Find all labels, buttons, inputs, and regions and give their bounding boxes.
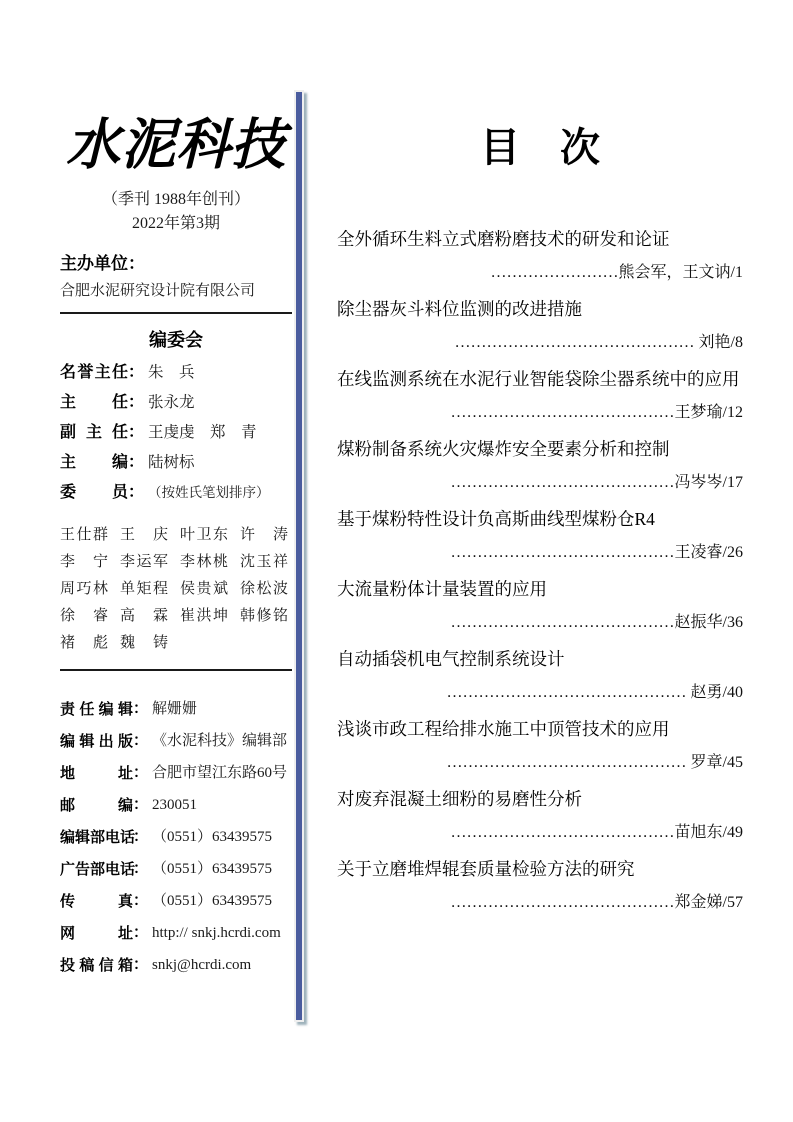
contact-label: 编辑出版	[60, 733, 133, 750]
contact-row	[60, 885, 292, 917]
role-colon: ：	[128, 454, 145, 471]
member-name: 李宁	[60, 554, 108, 570]
member-name: 王仕群	[60, 527, 108, 543]
article-entry	[337, 717, 743, 775]
contact-value: （0551）63439575	[152, 861, 273, 877]
article-author-line: ……………………………………苗旭东/49	[450, 824, 743, 841]
toc-title: 目 次	[480, 125, 600, 170]
divider-bar	[294, 90, 304, 1022]
role-value: 王虔虔 郑 青	[148, 424, 257, 441]
article-author-line: ……………………………………郑金娣/57	[450, 894, 743, 911]
member-name: 褚彪	[60, 635, 108, 651]
contact-value: 合肥市望江东路60号	[152, 765, 288, 781]
article-entry	[337, 297, 743, 355]
journal-title: 水泥科技	[66, 114, 286, 176]
contact-row	[60, 693, 292, 725]
contact-value: 《水泥科技》编辑部	[152, 733, 288, 749]
editorial-board-title: 编委会	[149, 330, 203, 350]
journal-subtitle: （季刊 1988年创刊）	[101, 191, 250, 208]
contact-label: 邮编	[60, 797, 133, 814]
role-row	[60, 418, 292, 448]
article-author-line: ……………………………………王梦瑜/12	[450, 404, 743, 421]
article-author-line: ……………………………………… 刘艳/8	[454, 334, 743, 351]
role-value: 朱 兵	[148, 364, 195, 381]
contact-label: 投稿信箱	[60, 957, 133, 974]
contact-colon: ：	[133, 700, 149, 717]
contact-row	[60, 725, 292, 757]
article-title: 自动插袋机电气控制系统设计	[337, 649, 565, 669]
contact-label: 地址	[60, 765, 133, 782]
article-entry	[337, 227, 743, 285]
journal-issue: 2022年第3期	[131, 215, 220, 232]
contact-value: （0551）63439575	[152, 893, 273, 909]
article-title: 煤粉制备系统火灾爆炸安全要素分析和控制	[337, 439, 670, 459]
article-author-line: ……………………………………… 罗章/45	[446, 754, 743, 771]
contact-colon: ：	[133, 764, 149, 781]
role-row	[60, 388, 292, 418]
article-entry	[337, 437, 743, 495]
article-title: 全外循环生料立式磨粉磨技术的研发和论证	[337, 229, 670, 249]
member-name: 李运军	[120, 554, 168, 570]
role-value: （按姓氏笔划排序）	[148, 485, 270, 500]
role-label: 副主任	[60, 424, 128, 441]
role-label: 主任	[60, 394, 128, 411]
article-author-line: ……………………………………赵振华/36	[450, 614, 743, 631]
article-title: 对废弃混凝土细粉的易磨性分析	[337, 789, 582, 809]
contact-colon: ：	[133, 732, 149, 749]
member-name: 崔洪坤	[180, 608, 228, 624]
article-entry	[337, 857, 743, 915]
article-author-line: ……………………………………… 赵勇/40	[446, 684, 743, 701]
member-name: 高霖	[120, 608, 168, 624]
contact-label: 编辑部电话	[60, 829, 136, 846]
article-author-line: ……………………………………王凌睿/26	[450, 544, 743, 561]
article-entry	[337, 507, 743, 565]
role-label: 委员	[60, 484, 128, 501]
contact-colon: ：	[133, 828, 149, 845]
article-title: 关于立磨堆焊辊套质量检验方法的研究	[337, 859, 635, 879]
contact-row	[60, 853, 292, 885]
divider-line	[60, 312, 292, 314]
article-entry	[337, 787, 743, 845]
contact-row	[60, 821, 292, 853]
contact-colon: ：	[133, 892, 149, 909]
member-name: 李林桃	[180, 554, 228, 570]
divider-line	[60, 669, 292, 671]
role-value: 陆树标	[148, 454, 195, 471]
role-row	[60, 478, 292, 508]
member-name: 叶卫东	[180, 527, 228, 543]
article-title: 基于煤粉特性设计负高斯曲线型煤粉仓R4	[337, 509, 655, 529]
member-name: 韩修铭	[240, 608, 288, 624]
article-title: 大流量粉体计量装置的应用	[337, 579, 547, 599]
article-title: 浅谈市政工程给排水施工中顶管技术的应用	[337, 719, 670, 739]
contact-value: snkj@hcrdi.com	[152, 957, 252, 973]
organizer-label: 主办单位：	[60, 254, 145, 273]
contact-colon: ：	[133, 924, 149, 941]
contact-colon: ：	[133, 796, 149, 813]
article-title: 除尘器灰斗料位监测的改进措施	[337, 299, 582, 319]
member-name: 沈玉祥	[240, 554, 288, 570]
member-name: 徐松波	[240, 581, 288, 597]
role-value: 张永龙	[148, 394, 195, 411]
contact-value: 解姗姗	[152, 701, 198, 717]
contact-row	[60, 789, 292, 821]
article-entry	[337, 577, 743, 635]
contact-value: 230051	[152, 797, 198, 813]
contact-label: 网址	[60, 925, 133, 942]
member-name: 徐睿	[60, 608, 108, 624]
member-name: 侯贵斌	[180, 581, 228, 597]
toc-panel	[337, 125, 743, 927]
role-row	[60, 448, 292, 478]
journal-info-panel	[60, 112, 292, 981]
members-grid	[60, 522, 292, 657]
contact-value: http:// snkj.hcrdi.com	[152, 925, 281, 941]
role-colon: ：	[128, 364, 145, 381]
contact-value: （0551）63439575	[152, 829, 273, 845]
role-row	[60, 358, 292, 388]
contact-colon: ：	[133, 956, 149, 973]
contact-colon: ：	[133, 860, 149, 877]
article-author-line: ……………………………………冯岑岑/17	[450, 474, 743, 491]
contact-row	[60, 917, 292, 949]
article-list	[337, 227, 743, 915]
organizer-name: 合肥水泥研究设计院有限公司	[60, 283, 256, 299]
member-name: 单矩程	[120, 581, 168, 597]
contact-label: 广告部电话	[60, 861, 136, 878]
member-name: 许涛	[240, 527, 288, 543]
member-name: 王庆	[120, 527, 168, 543]
contact-row	[60, 949, 292, 981]
role-colon: ：	[128, 424, 145, 441]
article-author-line: ……………………熊会军，王文讷/1	[490, 264, 743, 281]
role-colon: ：	[128, 484, 145, 501]
editorial-board-roles	[60, 358, 292, 508]
contact-row	[60, 757, 292, 789]
member-name: 魏铸	[120, 635, 168, 651]
contact-label: 传真	[60, 893, 133, 910]
contact-label: 责任编辑	[60, 701, 133, 718]
article-title: 在线监测系统在水泥行业智能袋除尘器系统中的应用	[337, 369, 740, 389]
contact-section	[60, 693, 292, 981]
role-label: 主编	[60, 454, 128, 471]
role-colon: ：	[128, 394, 145, 411]
member-name: 周巧林	[60, 581, 108, 597]
role-label: 名誉主任	[60, 364, 128, 381]
article-entry	[337, 647, 743, 705]
article-entry	[337, 367, 743, 425]
